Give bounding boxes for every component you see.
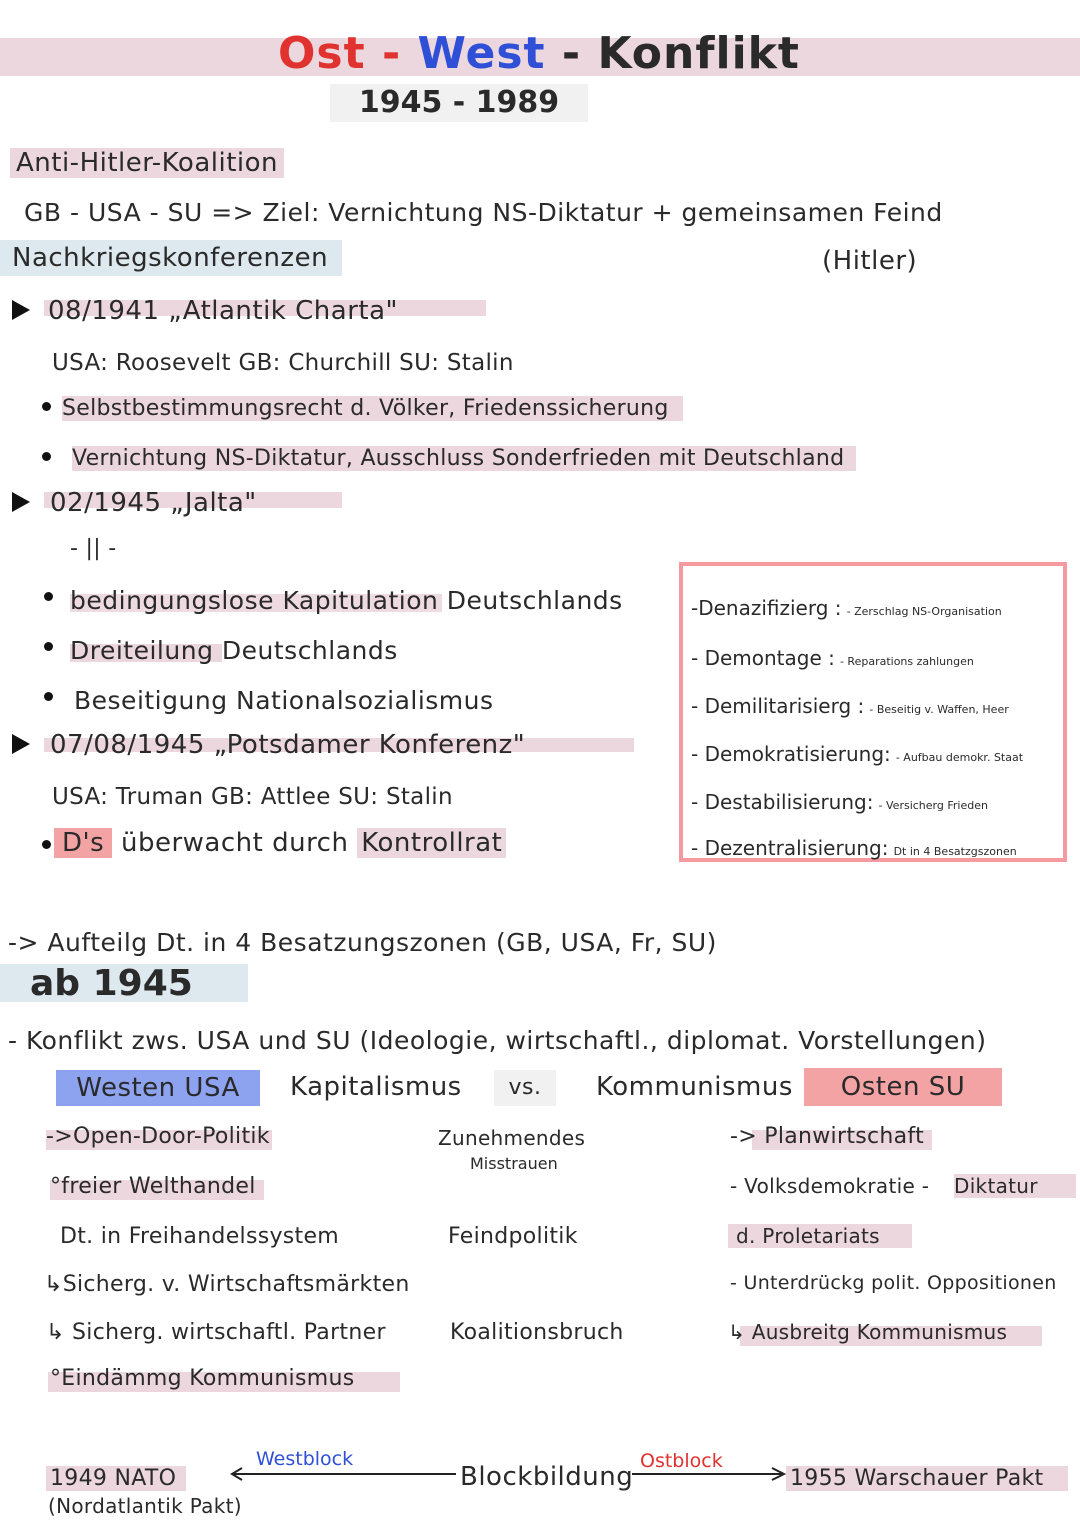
atlantik-date: 08/1941 — [48, 296, 160, 326]
box-row — [691, 742, 1023, 766]
jalta-name: „Jalta" — [170, 488, 257, 518]
box-sub: - Beseitig v. Waffen, Heer — [869, 703, 1009, 716]
page-title — [278, 28, 800, 79]
box-sub: - Aufbau demokr. Staat — [895, 751, 1024, 764]
bullet-icon — [42, 402, 51, 411]
box-row — [691, 790, 988, 814]
atlantik-point-2: Vernichtung NS-Diktatur, Ausschluss Sonderfrieden mit Deutschland — [72, 446, 856, 471]
title-ost: Ost — [278, 28, 366, 79]
ostblock-label: Ostblock — [640, 1450, 723, 1472]
box-main: - Destabilisierung: — [691, 790, 874, 814]
kapitalismus-label: Kapitalismus — [290, 1072, 462, 1102]
right-item-2: - Volksdemokratie - — [730, 1174, 930, 1198]
middle-item-2: Misstrauen — [470, 1154, 558, 1173]
box-sub: - Zerschlag NS-Organisation — [846, 605, 1002, 618]
jalta-point-3: Beseitigung Nationalsozialismus — [74, 686, 494, 715]
aufteilung-line: -> Aufteilg Dt. in 4 Besatzungszonen (GB, USA, Fr, SU) — [8, 928, 717, 957]
warschau-label: 1955 Warschauer Pakt — [786, 1466, 1068, 1491]
six-d-box — [679, 562, 1067, 862]
box-row — [691, 646, 974, 670]
middle-item-3: Feindpolitik — [448, 1224, 578, 1249]
potsdam-kontrollrat: Kontrollrat — [357, 828, 506, 858]
box-row — [691, 694, 1009, 718]
potsdam-ds: D's — [54, 828, 112, 858]
box-row — [691, 596, 1002, 620]
westen-label: Westen USA — [56, 1070, 260, 1106]
middle-item-4: Koalitionsbruch — [450, 1320, 624, 1345]
bullet-icon — [44, 592, 53, 601]
box-main: -Denazifizierg : — [691, 596, 842, 620]
triangle-bullet-icon — [12, 734, 30, 754]
bullet-icon — [44, 692, 53, 701]
box-row — [691, 836, 1017, 860]
title-konflikt: Konflikt — [597, 28, 800, 79]
heading-anti-hitler: Anti-Hitler-Koalition — [10, 148, 284, 178]
bullet-icon — [42, 452, 51, 461]
right-item-4: d. Proletariats — [728, 1224, 912, 1248]
potsdam-leaders: USA: Truman GB: Attlee SU: Stalin — [52, 784, 453, 810]
atlantik-leaders: USA: Roosevelt GB: Churchill SU: Stalin — [52, 350, 514, 376]
kommunismus-label: Kommunismus — [596, 1072, 793, 1102]
vs-label: vs. — [494, 1070, 556, 1106]
potsdam-control — [54, 828, 506, 858]
right-item-6: ↳ Ausbreitg Kommunismus — [728, 1320, 1008, 1344]
title-west: West — [417, 28, 546, 79]
box-main: - Dezentralisierung: — [691, 836, 889, 860]
left-item-3: Dt. in Freihandelssystem — [60, 1224, 340, 1249]
jalta-ditto: - || - — [70, 536, 117, 561]
right-item-3: Diktatur — [954, 1174, 1076, 1198]
box-main: - Demilitarisierg : — [691, 694, 865, 718]
bullet-icon — [44, 642, 53, 651]
potsdam-mid: überwacht durch — [112, 828, 358, 858]
heading-ab-1945: ab 1945 — [0, 964, 248, 1002]
westblock-arrow-icon — [228, 1466, 458, 1482]
jalta-title — [50, 488, 257, 518]
potsdam-title — [50, 730, 525, 760]
osten-label: Osten SU — [804, 1068, 1002, 1106]
right-item-5: - Unterdrückg polit. Oppositionen — [730, 1272, 1057, 1294]
box-main: - Demontage : — [691, 646, 835, 670]
atlantik-name: „Atlantik Charta" — [168, 296, 398, 326]
nato-label: 1949 NATO — [46, 1466, 186, 1491]
atlantik-point-1: Selbstbestimmungsrecht d. Völker, Friedenssicherung — [62, 396, 683, 421]
right-item-1: -> Planwirtschaft — [730, 1124, 925, 1149]
potsdam-name: „Potsdamer Konferenz" — [213, 730, 526, 760]
ostblock-arrow-icon — [632, 1466, 788, 1482]
heading-nachkrieg: Nachkriegskonferenzen — [0, 240, 342, 276]
box-sub: Dt in 4 Besatzgszonen — [893, 845, 1017, 858]
jalta-point-2: Dreiteilung Deutschlands — [70, 636, 398, 665]
box-sub: - Reparations zahlungen — [839, 655, 974, 668]
westblock-label: Westblock — [256, 1448, 354, 1470]
triangle-bullet-icon — [12, 492, 30, 512]
blockbildung-label: Blockbildung — [460, 1462, 634, 1492]
atlantik-title — [48, 296, 398, 326]
box-sub: - Versicherg Frieden — [878, 799, 988, 812]
left-item-2: °freier Welthandel — [50, 1174, 256, 1199]
triangle-bullet-icon — [12, 300, 30, 320]
potsdam-date: 07/08/1945 — [50, 730, 205, 760]
title-dash-2: - — [545, 28, 598, 79]
nato-subtitle: (Nordatlantik Pakt) — [48, 1494, 242, 1518]
anti-hitler-hitler: (Hitler) — [822, 246, 918, 276]
bullet-icon — [42, 840, 51, 849]
middle-item-1: Zunehmendes — [438, 1126, 586, 1150]
left-item-5: ↳ Sicherg. wirtschaftl. Partner — [46, 1320, 386, 1345]
left-item-1: ->Open-Door-Politik — [46, 1124, 270, 1149]
left-item-6: °Eindämmg Kommunismus — [50, 1366, 355, 1391]
jalta-point-1: bedingungslose Kapitulation Deutschlands — [70, 586, 623, 615]
jalta-date: 02/1945 — [50, 488, 162, 518]
left-item-4: ↳Sicherg. v. Wirtschaftsmärkten — [44, 1272, 410, 1297]
anti-hitler-line: GB - USA - SU => Ziel: Vernichtung NS-Diktatur + gemeinsamen Feind — [24, 198, 943, 227]
title-years: 1945 - 1989 — [330, 84, 588, 122]
konflikt-line: - Konflikt zws. USA und SU (Ideologie, wirtschaftl., diplomat. Vorstellungen) — [8, 1026, 987, 1055]
title-dash-1: - — [365, 28, 418, 79]
box-main: - Demokratisierung: — [691, 742, 891, 766]
